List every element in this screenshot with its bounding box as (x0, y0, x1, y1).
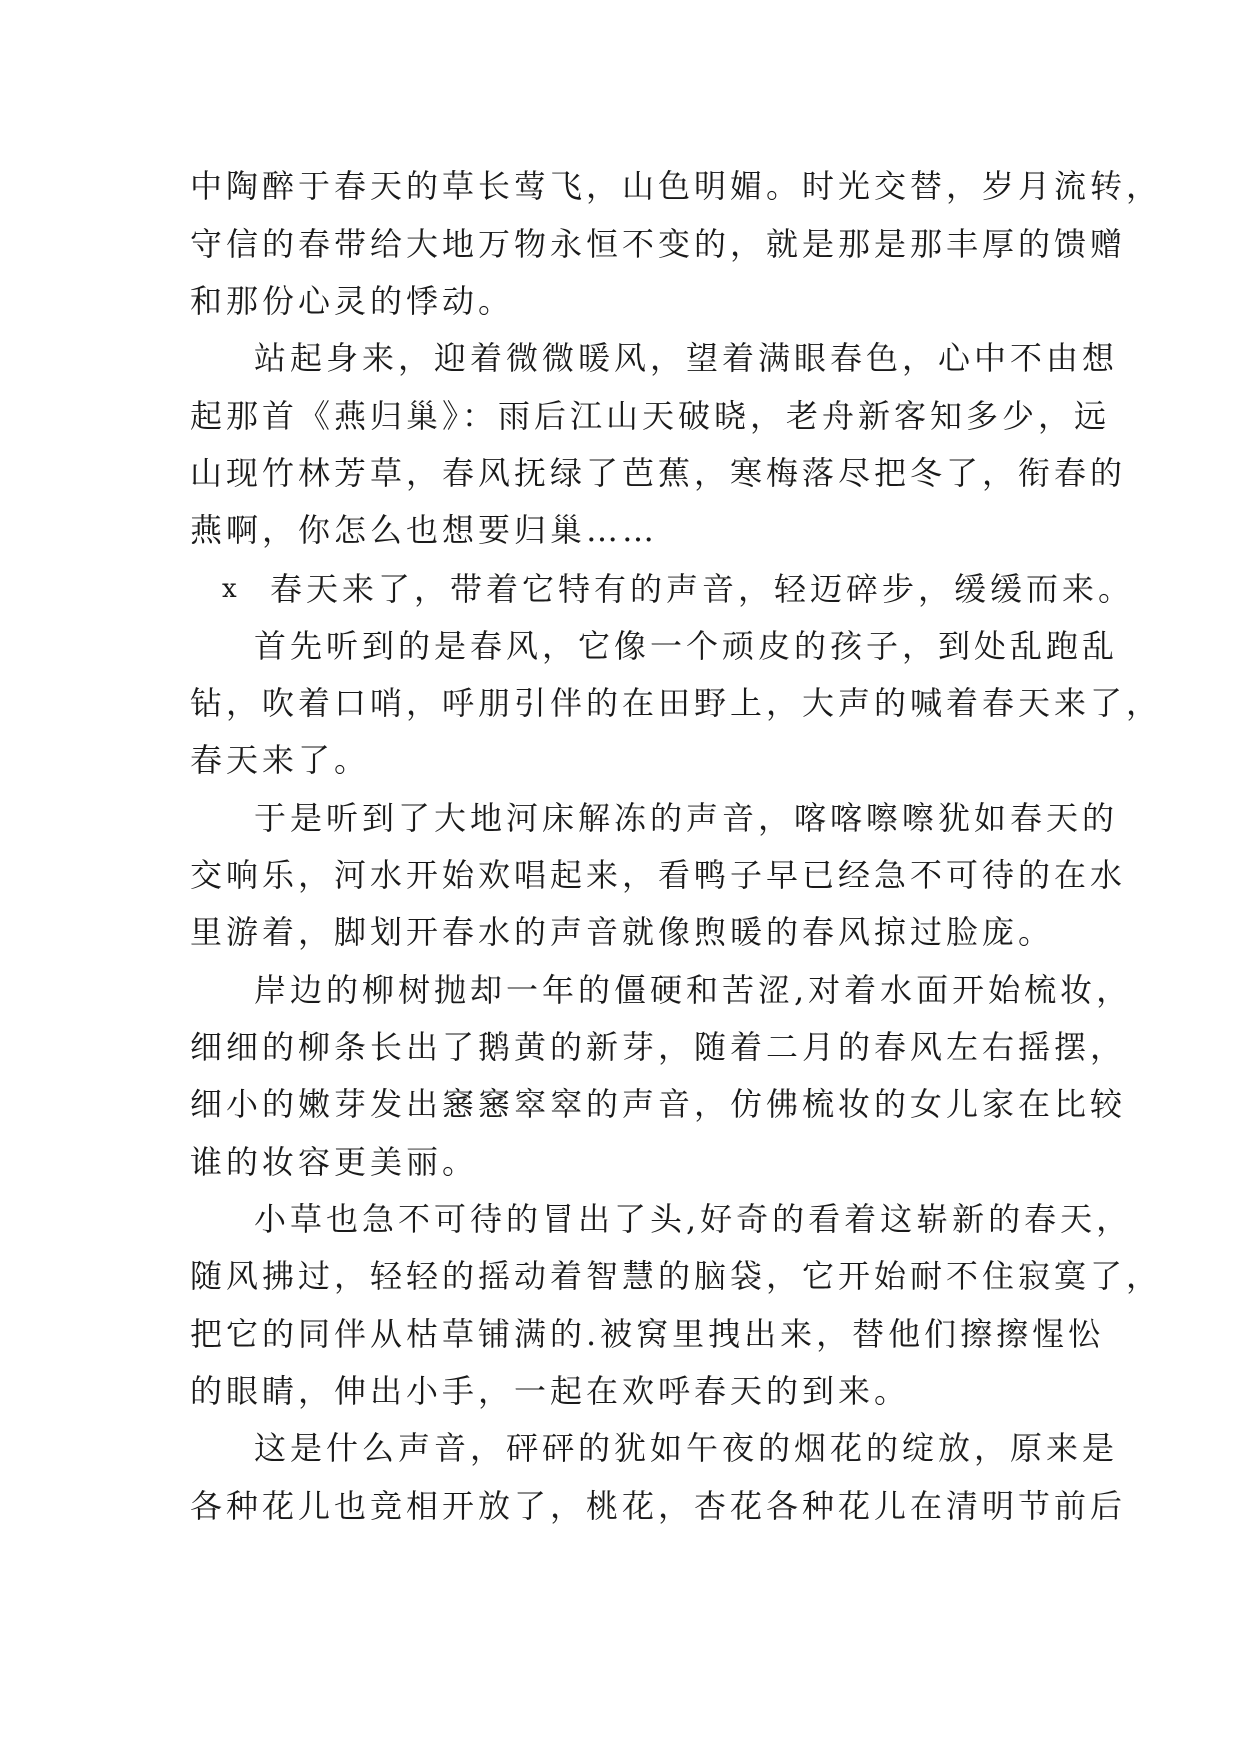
paragraph-2-line-3: 山现竹林芳草，春风抚绿了芭蕉，寒梅落尽把冬了，衔春的 (190, 454, 1127, 492)
paragraph-5-line-3: 里游着，脚划开春水的声音就像煦暖的春风掠过脸庞。 (190, 913, 1055, 951)
paragraph-5-line-2: 交响乐，河水开始欢唱起来，看鸭子早已经急不可待的在水 (190, 856, 1127, 894)
paragraph-4-line-1: 首先听到的是春风，它像一个顽皮的孩子，到处乱跑乱 (254, 627, 1119, 665)
paragraph-2-line-2: 起那首《燕归巢》：雨后江山天破晓，老舟新客知多少，远 (190, 397, 1111, 435)
paragraph-7-line-1: 小草也急不可待的冒出了头,好奇的看着这崭新的春天， (254, 1200, 1133, 1238)
paragraph-8-line-2: 各种花儿也竞相开放了，桃花，杏花各种花儿在清明节前后 (190, 1487, 1127, 1525)
paragraph-2-line-4: 燕啊，你怎么也想要归巢…… (190, 511, 659, 549)
paragraph-2-line-1: 站起身来，迎着微微暖风，望着满眼春色，心中不由想 (254, 339, 1119, 377)
paragraph-7-line-2: 随风拂过，轻轻的摇动着智慧的脑袋，它开始耐不住寂寞了， (190, 1257, 1163, 1295)
paragraph-3-line-1: 春天来了，带着它特有的声音，轻迈碎步，缓缓而来。 (270, 570, 1135, 608)
paragraph-6-line-3: 细小的嫩芽发出窸窸窣窣的声音，仿佛梳妆的女儿家在比较 (190, 1085, 1127, 1123)
paragraph-8-line-1: 这是什么声音，砰砰的犹如午夜的烟花的绽放，原来是 (254, 1429, 1119, 1467)
paragraph-marker: x (222, 574, 237, 604)
paragraph-6-line-4: 谁的妆容更美丽。 (190, 1143, 479, 1181)
paragraph-7-line-3: 把它的同伴从枯草铺满的.被窝里拽出来，替他们擦擦惺忪 (190, 1315, 1105, 1353)
paragraph-6-line-2: 细细的柳条长出了鹅黄的新芽，随着二月的春风左右摇摆， (190, 1028, 1127, 1066)
paragraph-5-line-1: 于是听到了大地河床解冻的声音，喀喀嚓嚓犹如春天的 (254, 799, 1119, 837)
paragraph-1-line-1: 中陶醉于春天的草长莺飞，山色明媚。时光交替，岁月流转， (190, 167, 1163, 205)
paragraph-1-line-3: 和那份心灵的悸动。 (190, 282, 515, 320)
paragraph-4-line-2: 钻，吹着口哨，呼朋引伴的在田野上，大声的喊着春天来了， (190, 684, 1163, 722)
paragraph-6-line-1: 岸边的柳树抛却一年的僵硬和苦涩,对着水面开始梳妆， (254, 971, 1133, 1009)
paragraph-7-line-4: 的眼睛，伸出小手，一起在欢呼春天的到来。 (190, 1372, 911, 1410)
paragraph-4-line-3: 春天来了。 (190, 741, 371, 779)
paragraph-1-line-2: 守信的春带给大地万物永恒不变的，就是那是那丰厚的馈赠 (190, 225, 1127, 263)
